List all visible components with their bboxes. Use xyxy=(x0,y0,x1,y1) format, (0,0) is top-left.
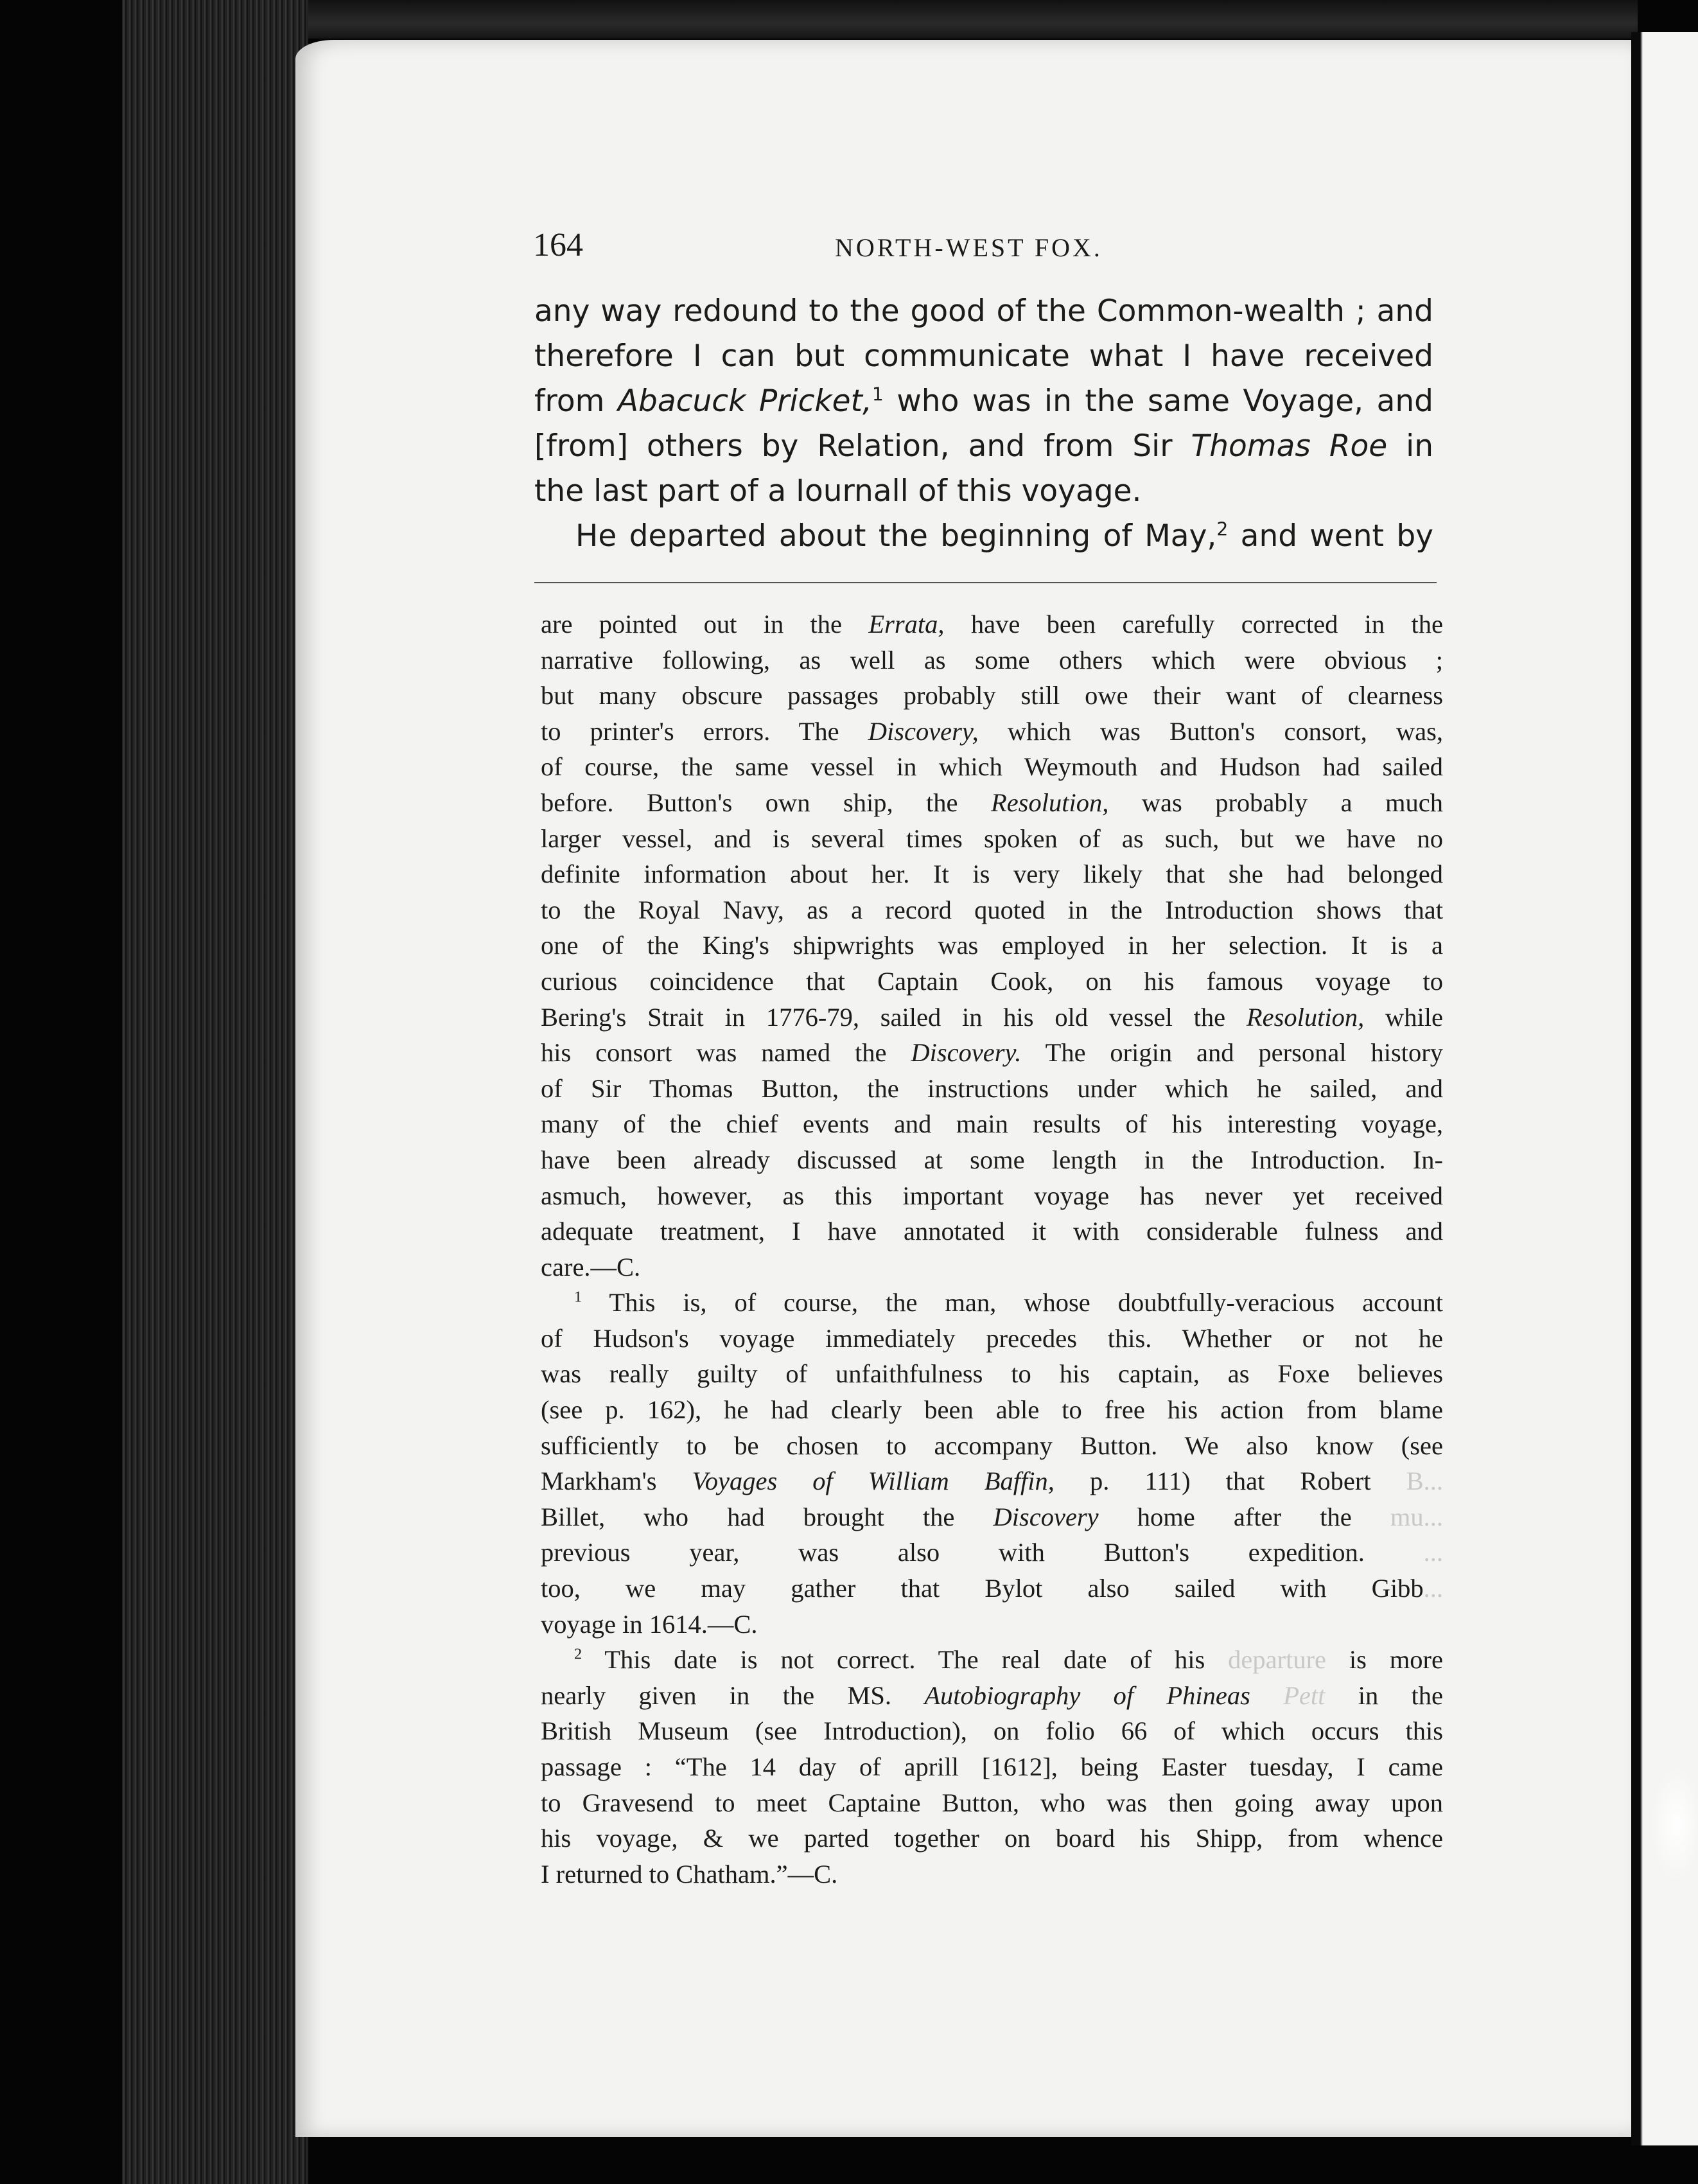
footnote-line: many of the chief events and main results of his interesting voyage, xyxy=(541,1109,1443,1139)
running-head xyxy=(533,226,1439,271)
footnote-line: larger vessel, and is several times spoken of as such, but we have no xyxy=(541,823,1443,853)
footnote-line: definite information about her. It is very likely that she had belonged xyxy=(541,859,1443,889)
footnote-line: curious coincidence that Captain Cook, on his famous voyage to xyxy=(541,966,1443,996)
footnote-line: Billet, who had brought the Discovery home after the mu... xyxy=(541,1502,1443,1531)
book-page-stack xyxy=(122,0,308,2184)
footnote-line: of course, the same vessel in which Weymouth and Hudson had sailed xyxy=(541,752,1443,782)
footnote-line: voyage in 1614.—C. xyxy=(541,1609,758,1639)
footnote-line: (see p. 162), he had clearly been able to free his action from blame xyxy=(541,1395,1443,1425)
footnotes xyxy=(541,606,1443,1892)
footnote-line: of Hudson's voyage immediately precedes this. Whether or not he xyxy=(541,1323,1443,1353)
footnote-line: previous year, was also with Button's expedition. ... xyxy=(541,1538,1443,1567)
running-title: NORTH-WEST FOX. xyxy=(835,233,1103,262)
footnote-line: his consort was named the Discovery. The origin and personal history xyxy=(541,1038,1444,1068)
body-line: the last part of a Iournall of this voyage. xyxy=(534,473,1142,509)
footnote-line: to printer's errors. The Discovery, which was Button's consort, was, xyxy=(541,716,1443,746)
body-line: [from] others by Relation, and from Sir Thomas Roe in xyxy=(534,428,1434,464)
footnote-line: adequate treatment, I have annotated it with considerable fulness and xyxy=(541,1217,1443,1246)
footnote-line: asmuch, however, as this important voyage has never yet received xyxy=(541,1181,1443,1210)
footnote-line: one of the King's shipwrights was employed in her selection. It is a xyxy=(541,931,1443,960)
footnote-line: passage : “The 14 day of aprill [1612], being Easter tuesday, I came xyxy=(541,1752,1443,1781)
footnote-line: his voyage, & we parted together on board his Shipp, from whence xyxy=(541,1824,1443,1853)
facing-page-blot xyxy=(1650,1766,1698,1882)
footnote-line: I returned to Chatham.”—C. xyxy=(541,1859,838,1889)
book-top-edge xyxy=(128,0,1638,39)
footnote-line: are pointed out in the Errata, have been carefully corrected in the xyxy=(541,610,1443,638)
body-line: from Abacuck Pricket,$^1$ who was in the same Voyage, and xyxy=(534,383,1433,419)
footnote-line: British Museum (see Introduction), on folio 66 of which occurs this xyxy=(541,1716,1443,1746)
footnote-line: $^1$ This is, of course, the man, whose doubtfully-veracious account xyxy=(574,1288,1443,1317)
footnote-line: have been already discussed at some length in the Introduction. In- xyxy=(541,1145,1443,1174)
body-line: He departed about the beginning of May,$^2$ and went by xyxy=(575,518,1433,554)
footnote-line: to the Royal Navy, as a record quoted in the Introduction shows that xyxy=(541,895,1443,924)
footnote-line: nearly given in the MS. Autobiography of Phineas Pett in the xyxy=(541,1680,1444,1710)
footnote-rule xyxy=(534,582,1437,583)
footnote-line: Bering's Strait in 1776-79, sailed in his old vessel the Resolution, while xyxy=(541,1002,1443,1032)
footnote-line: of Sir Thomas Button, the instructions under which he sailed, and xyxy=(541,1073,1443,1103)
footnote-line: to Gravesend to meet Captaine Button, who was then going away upon xyxy=(541,1788,1443,1817)
facing-page-edge xyxy=(1631,32,1698,2145)
footnote-line: care.—C. xyxy=(541,1252,641,1281)
footnote-line: narrative following, as well as some others which were obvious ; xyxy=(541,645,1443,674)
footnote-line: but many obscure passages probably still owe their want of clearness xyxy=(541,681,1443,710)
body-line: any way redound to the good of the Common-wealth ; and xyxy=(534,294,1433,329)
body-line: therefore I can but communicate what I have received xyxy=(534,339,1433,374)
footnote-line: sufficiently to be chosen to accompany Button. We also know (see xyxy=(541,1431,1443,1460)
footnote-line: was really guilty of unfaithfulness to his captain, as Foxe believes xyxy=(541,1359,1443,1389)
footnote-line: before. Button's own ship, the Resolution, was probably a much xyxy=(541,788,1444,817)
footnote-line: $^2$ This date is not correct. The real date of his departure is more xyxy=(574,1645,1443,1675)
page-number: 164 xyxy=(533,227,583,263)
footnote-line: too, we may gather that Bylot also sailed with Gibb... xyxy=(541,1574,1443,1603)
footnote-line: Markham's Voyages of William Baffin, p. 111) that Robert B... xyxy=(541,1466,1443,1496)
body-text xyxy=(534,289,1433,559)
